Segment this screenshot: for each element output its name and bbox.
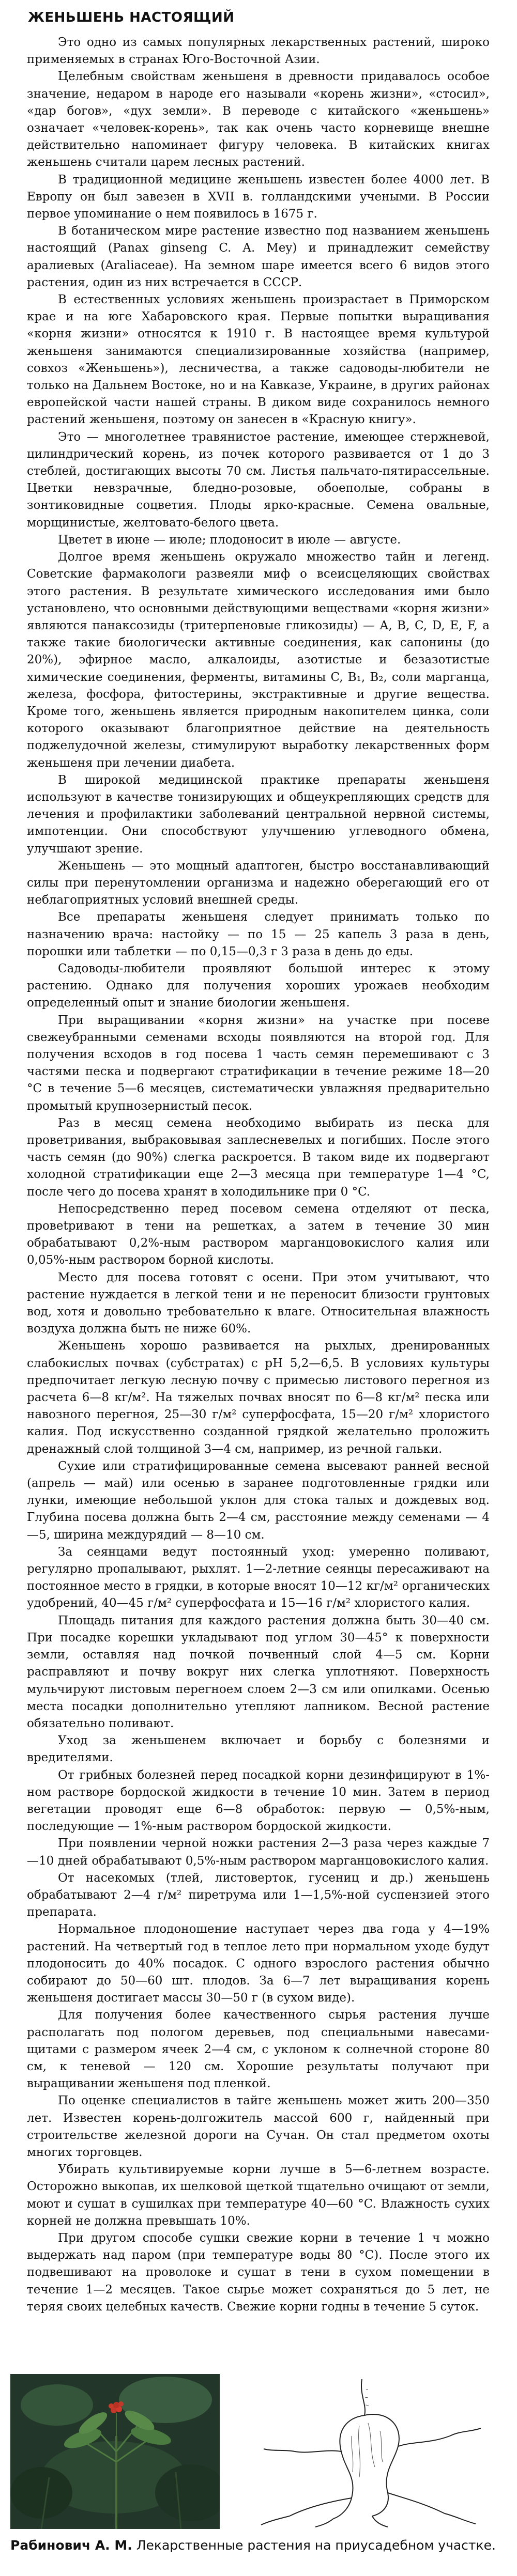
article-paragraph: Это — многолетнее травянистое растение, имеющее стержневой, цилиндрический корень, из почек которого развивается от 1 до 3 стеблей, достигающих высоты 70 см. Листья пальчато-пятирассельные. Цветки невзрачные, бледно-розовые, обоеполые, собраны в зонтиковидные соцветия. Плоды ярко-красные. Семена овальные, морщинистые, желтовато-белого цвета. [27, 430, 490, 530]
article-paragraph: При выращивании «корня жизни» на участке при посеве свежеубранными семенами всходы появляются на второй год. Для получения всходов в год посева 1 часть семян перемешивают с 3 частями песка и подвергают стратификации в течение режиме 18—20 °C в течение 5—6 месяцев, систематически увлажняя предварительно промытый крупнозернистый песок. [27, 1013, 490, 1113]
article-paragraph: В естественных условиях женьшень произрастает в Приморском крае и на юге Хабаровского края. Первые попытки выращивания «корня жизни» относятся к 1910 г. В настоящее время культурой женьшеня занимаются специализированные хозяйства (например, совхоз «Женьшень»), лесничества, а также садоводы-любители не только на Дальнем Востоке, но и на Кавказе, Украине, в других районах европейской части нашей страны. В диком виде сохранилось немного растений женьшеня, поэтому он занесен в «Красную книгу». [27, 293, 490, 427]
article-paragraph: От грибных болезней перед посадкой корни дезинфицируют в 1%-ном растворе бордоской жидкости в течение 10 мин. Затем в период вегетации проводят еще 6—8 обработок: первую — 0,5%-ным, последующие — 1%-ным раствором бордоской жидкости. [27, 1768, 490, 1834]
article-paragraph: Нормальное плодоношение наступает через два года у 4—19% растений. На четвертый год в теплое лето при нормальном уходе будут плодоносить до 40% посадок. С одного взрослого растения обычно собирают до 50—60 шт. плодов. За 6—7 лет выращивания корень женьшеня достигает массы 30—50 г (в сухом виде). [27, 1922, 490, 2005]
article [27, 9, 490, 2316]
article-paragraph: В традиционной медицине женьшень известен более 4000 лет. В Европу он был завезен в XVII в. голландскими учеными. В России первое упоминание о нем появилось в 1675 г. [27, 173, 490, 221]
ginseng-plant-image [10, 2374, 220, 2529]
article-paragraph: Цветет в июне — июле; плодоносит в июле — августе. [58, 533, 401, 547]
article-paragraph: Сухие или стратифицированные семена высевают ранней весной (апрель — май) или осенью в заранее подготовленные грядки или лунки, имеющие небольшой уклон для стока талых и дождевых вод. Глубина посева должна быть 2—4 см, расстояние между семенами — 4—5, ширина междурядий — 8—10 см. [27, 1459, 490, 1542]
article-paragraph: Раз в месяц семена необходимо выбирать из песка для проветривания, выбраковывая заплесневелых и погибших. После этого часть семян (до 90%) слегка раскроется. В таком виде их подвергают холодной стратификации еще 2—3 месяца при температуре 1—4 °C, после чего до посева хранят в холодильнике при 0 °C. [27, 1116, 490, 1199]
article-paragraph: Для получения более качественного сырья растения лучше располагать под пологом деревьев, под специальными навесами-щитами с размером ячеек 2—4 см, с уклоном к солнечной стороне 80 см, к теневой — 120 см. Хорошие результаты получают при выращивании женьшеня под пленкой. [27, 2008, 490, 2091]
article-paragraph: При другом способе сушки свежие корни в течение 1 ч можно выдержать над паром (при температуре воды 80 °C). После этого их подвешивают на проволоке и сушат в тени в сухом помещении в течение 1—2 месяцев. Такое сырье может сохраняться до 5 лет, не теряя своих целебных качеств. Свежие корни годны в течение 5 суток. [27, 2231, 490, 2314]
article-paragraph: Уход за женьшенем включает и борьбу с болезнями и вредителями. [27, 1734, 490, 1765]
ginseng-plant-photo [10, 2374, 220, 2529]
article-paragraph: В широкой медицинской практике препараты женьшеня используют в качестве тонизирующих и общеукрепляющих средств для лечения и профилактики заболеваний центральной нервной системы, импотенции. Они способствуют улучшению углеводного обмена, улучшают зрение. [27, 773, 490, 856]
caption-text: Лекарственные растения на приусадебном участке. [136, 2538, 496, 2553]
article-paragraph: Площадь питания для каждого растения должна быть 30—40 см. При посадке корешки укладывают под углом 30—45° к поверхности земли, оставляя над почкой почвенный слой 4—5 см. Корни расправляют и почву вокруг них слегка уплотняют. Поверхность мульчируют листовым перегноем слоем 2—3 см или опилками. Осенью места посадки дополнительно утепляют лапником. Весной растение обязательно поливают. [27, 1613, 490, 1730]
article-paragraph: Женьшень хорошо развивается на рыхлых, дренированных слабокислых почвах (субстратах) с pH 5,2—6,5. В условиях культуры предпочитает легкую лесную почву с примесью листового перегноя из расчета 6—8 кг/м². На тяжелых почвах вносят по 6—8 кг/м² песка или навозного перегноя, 25—30 г/м² суперфосфата, 15—20 г/м² хлористого калия. Под искусственно созданной грядкой желательно проложить дренажный слой толщиной 3—4 см, например, из речной гальки. [27, 1339, 490, 1456]
article-paragraph: В ботаническом мире растение известно под названием женьшень настоящий (Panax ginseng C. A. Mey) и принадлежит семейству аралиевых (Araliaceae). На земном шаре имеется всего 6 видов этого растения, один из них встречается в СССР. [27, 224, 490, 289]
article-paragraph: Женьшень — это мощный адаптоген, быстро восстанавливающий силы при перенутомлении организма и надежно оберегающий его от неблагоприятных условий внешней среды. [27, 859, 490, 907]
article-paragraph: Место для посева готовят с осени. При этом учитывают, что растение нуждается в легкой тени и не переносит близости грунтовых вод, хотя и довольно требовательно к влаге. Относительная влажность воздуха должна быть не ниже 60%. [27, 1270, 490, 1336]
article-paragraph: По оценке специалистов в тайге женьшень может жить 200—350 лет. Известен корень-долгожитель массой 600 г, найденный при строительстве железной дороги на Сучан. Он стал предметом охоты многих торговцев. [27, 2094, 490, 2159]
figure-caption [10, 2537, 507, 2554]
article-title: ЖЕНЬШЕНЬ НАСТОЯЩИЙ [28, 10, 235, 25]
article-paragraph: Убирать культивируемые корни лучше в 5—6-летнем возрасте. Осторожно выкопав, их шелковой щеткой тщательно очищают от земли, моют и сушат в сушилках при температуре 40—60 °C. Влажность сухих корней не должна превышать 10%. [27, 2163, 490, 2228]
illustrations [10, 2374, 507, 2529]
article-paragraph: Непосредственно перед посевом семена отделяют от песка, провеtривают в тени на решетках, а затем в течение 30 мин обрабатывают 0,2%-ным раствором марганцовокислого калия или 0,05%-ным раствором борной кислоты. [27, 1202, 490, 1267]
article-paragraph: Целебным свойствам женьшеня в древности придавалось особое значение, недаром в народе его называли «корень жизни», «стосил», «дар богов», «дух земли». В переводе с китайского «женьшень» означает «человек-корень», так как очень часто корневище внешне действительно напоминает фигуру человека. В китайских книгах женьшень считали царем лесных растений. [27, 70, 490, 169]
article-paragraph: Долгое время женьшень окружало множество тайн и легенд. Советские фармакологи развеяли миф о всеисцеляющих свойствах этого растения. В результате химического исследования ими было установлено, что основными действующими веществами «корня жизни» являются панаксозиды (тритерпеновые гликозиды) — A, B, C, D, E, F, а также такие биологически активные соединения, как сапонины (до 20%), эфирное масло, алкалоиды, азотистые и безазотистые химические соединения, ферменты, витамины C, B₁, B₂, соли марганца, железа, фосфора, фитостерины, экстрактивные и другие вещества. Кроме того, женьшень является природным накопителем цинка, соли которого оказывают благоприятное действие на деятельность поджелудочной железы, стимулируют выработку лекарственных форм женьшеня при лечении диабета. [27, 550, 490, 770]
ginseng-root-drawing [233, 2374, 507, 2529]
article-paragraph: Все препараты женьшеня следует принимать только по назначению врача: настойку — по 15 — 25 капель 3 раза в день, порошки или таблетки — по 0,15—0,3 г 3 раза в день до еды. [27, 910, 490, 958]
article-paragraph: Садоводы-любители проявляют большой интерес к этому растению. Однако для получения хороших урожаев необходим определенный опыт и знание биологии женьшеня. [27, 961, 490, 1010]
article-body [27, 34, 490, 2316]
article-paragraph: Это одно из самых популярных лекарственных растений, широко применяемых в странах Юго-Восточной Азии. [27, 36, 490, 67]
article-paragraph: При появлении черной ножки растения 2—3 раза через каждые 7—10 дней обрабатывают 0,5%-ным раствором марганцовокислого калия. [27, 1837, 490, 1868]
article-paragraph: За сеянцами ведут постоянный уход: умеренно поливают, регулярно пропалывают, рыхлят. 1—2-летние сеянцы пересаживают на постоянное место в грядки, в которые вносят 10—12 кг/м² органических удобрений, 40—45 г/м² суперфосфата и 15—16 г/м² хлористого калия. [27, 1545, 490, 1610]
article-paragraph: От насекомых (тлей, листоверток, гусениц и др.) женьшень обрабатывают 2—4 г/м² пиретрума или 1—1,5%-ной суспензией этого препарата. [27, 1871, 490, 1919]
caption-author: Рабинович А. М. [10, 2538, 132, 2553]
ginseng-root-image [233, 2374, 507, 2529]
